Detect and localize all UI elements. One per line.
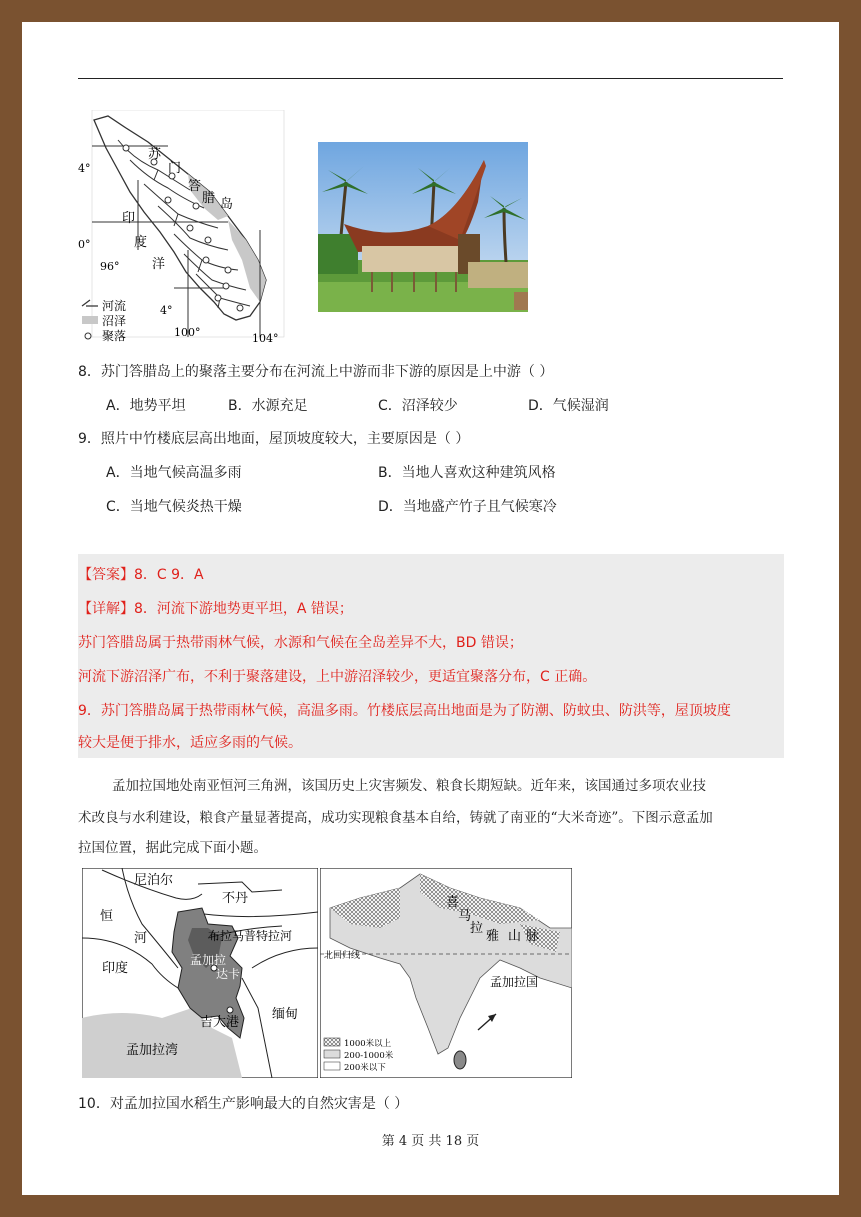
label-bangladesh-country: 孟加拉国 [490, 975, 539, 989]
label-yin: 印 [122, 211, 136, 226]
answer-box [78, 554, 784, 758]
q9-option-b[interactable]: B．当地人喜欢这种建筑风格 [378, 465, 556, 481]
explanation-line-5: 较大是便于排水，适应多雨的气候。 [78, 735, 302, 751]
legend-mid: 200-1000米 [344, 1051, 394, 1061]
label-chittagong: 吉大港 [200, 1015, 240, 1030]
legend-swamp: 沼泽 [102, 314, 127, 328]
header-rule [78, 78, 783, 79]
q8-option-d[interactable]: D．气候湿润 [528, 398, 609, 414]
answer-line: 【答案】8．C 9．A [78, 567, 204, 583]
explanation-line-2: 苏门答腊岛属于热带雨林气候，水源和气候在全岛差异不大，BD 错误； [78, 635, 523, 651]
legend-low-swatch [324, 1062, 340, 1070]
label-ganges: 恒 [100, 909, 114, 924]
passage-line-1: 孟加拉国地处南亚恒河三角洲，该国历史上灾害频发、粮食长期短缺。近年来，该国通过多项农业技 [112, 778, 706, 794]
q9-option-c[interactable]: C．当地气候炎热干燥 [106, 499, 242, 515]
question-10-stem: 10．对孟加拉国水稻生产影响最大的自然灾害是（ ） [78, 1096, 409, 1112]
bamboo-house-photo [318, 142, 528, 312]
lon-104: 104° [252, 332, 279, 345]
label-hima-5: 山 [508, 929, 522, 944]
legend-river: 河流 [102, 299, 127, 313]
lat-0: 0° [78, 238, 91, 251]
label-du: 度 [134, 235, 148, 250]
label-bhutan: 不丹 [222, 891, 249, 906]
label-hima-3: 拉 [470, 921, 484, 936]
passage-line-3: 拉国位置，据此完成下面小题。 [78, 840, 267, 856]
question-9-stem: 9．照片中竹楼底层高出地面，屋顶坡度较大，主要原因是（ ） [78, 431, 470, 447]
label-hima-2: 马 [458, 909, 472, 924]
label-bay: 孟加拉湾 [126, 1043, 179, 1058]
bangladesh-map [82, 868, 318, 1078]
label-brahmaputra: 布拉马普特拉河 [208, 929, 293, 943]
label-dao: 岛 [220, 197, 234, 212]
south-asia-map [320, 868, 572, 1078]
sumatra-map [78, 110, 310, 346]
label-bangladesh: 孟加拉 [190, 953, 227, 967]
label-su: 苏 [148, 147, 162, 162]
lon-100: 100° [174, 326, 201, 339]
legend-mid-swatch [324, 1050, 340, 1058]
label-men: 门 [168, 161, 182, 176]
q8-option-c[interactable]: C．沼泽较少 [378, 398, 458, 414]
label-da: 答 [188, 179, 202, 194]
settlement-legend-icon [85, 333, 91, 339]
label-yang: 洋 [152, 257, 166, 272]
label-he: 河 [134, 931, 148, 946]
label-hima-1: 喜 [446, 895, 460, 910]
label-myanmar: 缅甸 [272, 1007, 299, 1022]
question-8-stem: 8．苏门答腊岛上的聚落主要分布在河流上中游而非下游的原因是上中游（ ） [78, 364, 554, 380]
passage-line-2: 术改良与水利建设，粮食产量显著提高，成功实现粮食基本自给，铸就了南亚的“大米奇迹”。下图示意孟加 [78, 810, 713, 826]
q8-option-b[interactable]: B．水源充足 [228, 398, 308, 414]
page-footer: 第 4 页 共 18 页 [381, 1134, 480, 1149]
label-hima-4: 雅 [486, 929, 500, 944]
explanation-line-4: 9．苏门答腊岛属于热带雨林气候，高温多雨。竹楼底层高出地面是为了防潮、防蚊虫、防洪等，屋顶坡度 [78, 703, 731, 719]
label-nepal: 尼泊尔 [134, 873, 174, 888]
legend-settlement: 聚落 [102, 329, 127, 343]
document-page [22, 22, 839, 1195]
legend-high: 1000米以上 [344, 1039, 392, 1049]
q9-option-a[interactable]: A．当地气候高温多雨 [106, 465, 242, 481]
q9-option-d[interactable]: D．当地盛产竹子且气候寒冷 [378, 499, 557, 515]
label-india: 印度 [102, 961, 129, 976]
legend-high-swatch [324, 1038, 340, 1046]
legend-low: 200米以下 [344, 1063, 386, 1073]
swamp-legend-icon [82, 316, 98, 324]
label-tropic: 北回归线 [324, 951, 361, 961]
label-dhaka: 达卡 [216, 967, 241, 981]
explanation-line-1: 【详解】8．河流下游地势更平坦，A 错误； [78, 601, 353, 617]
lat-4s: 4° [160, 304, 173, 317]
q8-option-a[interactable]: A．地势平坦 [106, 398, 186, 414]
lat-4n: 4° [78, 162, 91, 175]
label-la: 腊 [202, 191, 216, 206]
explanation-line-3: 河流下游沼泽广布，不利于聚落建设，上中游沼泽较少，更适宜聚落分布，C 正确。 [78, 669, 597, 685]
lon-96: 96° [100, 260, 120, 273]
label-hima-6: 脉 [526, 929, 540, 944]
